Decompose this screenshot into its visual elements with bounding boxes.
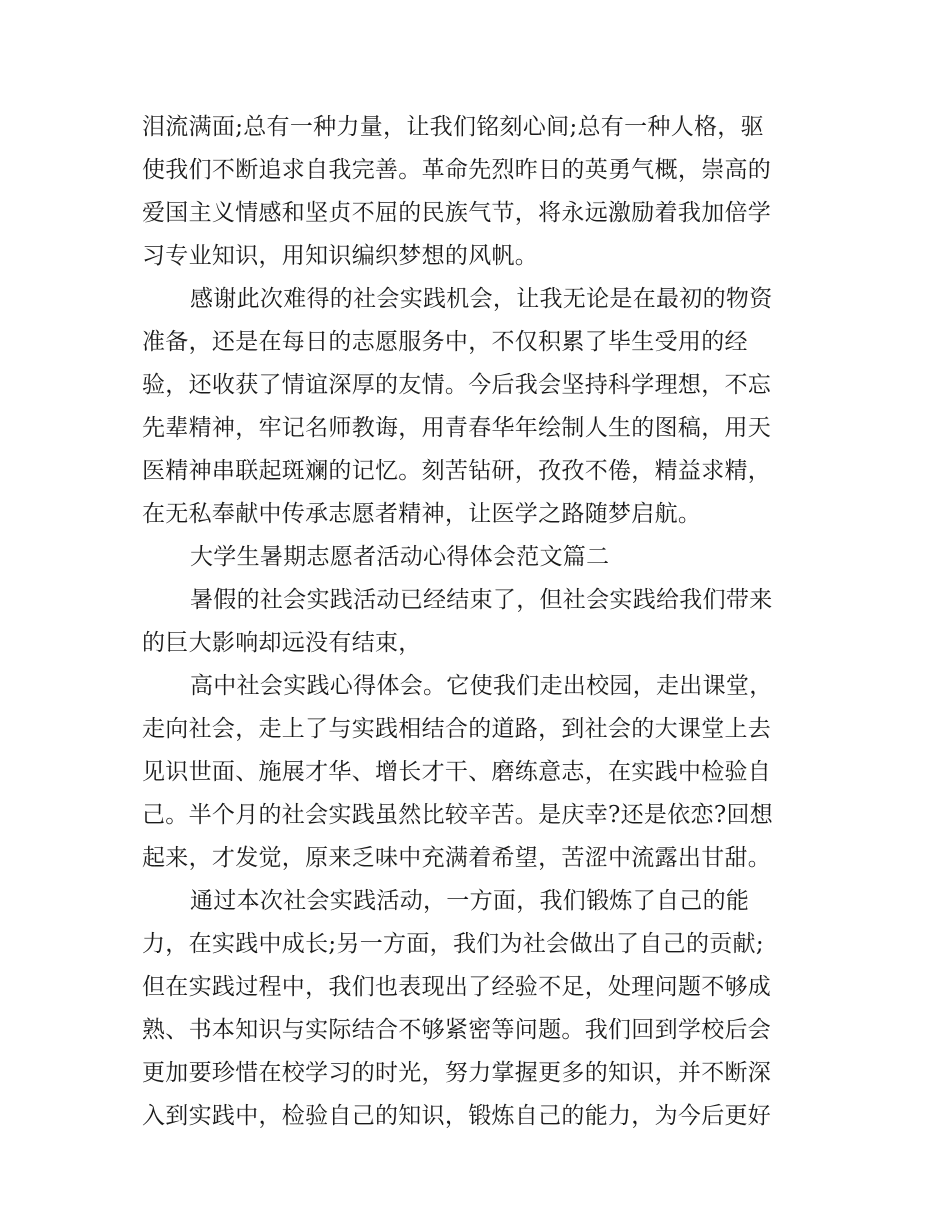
paragraph-start-line: 通过本次社会实践活动，一方面，我们锻炼了自己的能 — [190, 888, 750, 914]
paragraph-start-line: 暑假的社会实践活动已经结束了，但社会实践给我们带来 — [190, 587, 773, 613]
section-heading: 大学生暑期志愿者活动心得体会范文篇二 — [190, 544, 610, 570]
text-line: 习专业知识，用知识编织梦想的风帆。 — [142, 243, 539, 269]
text-line: 走向社会，走上了与实践相结合的道路，到社会的大课堂上去 — [142, 716, 772, 742]
text-line: 爱国主义情感和坚贞不屈的民族气节，将永远激励着我加倍学 — [142, 200, 772, 226]
paragraph-start-line: 感谢此次难得的社会实践机会，让我无论是在最初的物资 — [190, 286, 773, 312]
text-line: 医精神串联起斑斓的记忆。刻苦钻研，孜孜不倦，精益求精， — [142, 458, 772, 484]
text-line: 入到实践中，检验自己的知识，锻炼自己的能力，为今后更好 — [142, 1103, 772, 1129]
text-line: 熟、书本知识与实际结合不够紧密等问题。我们回到学校后会 — [142, 1017, 772, 1043]
text-line: 更加要珍惜在校学习的时光，努力掌握更多的知识，并不断深 — [142, 1060, 772, 1086]
text-line: 见识世面、施展才华、增长才干、磨练意志，在实践中检验自 — [142, 759, 772, 785]
text-line: 己。半个月的社会实践虽然比较辛苦。是庆幸?还是依恋?回想 — [142, 802, 774, 828]
text-line: 的巨大影响却远没有结束， — [142, 630, 422, 656]
text-line: 但在实践过程中，我们也表现出了经验不足，处理问题不够成 — [142, 974, 772, 1000]
paragraph-start-line: 高中社会实践心得体会。它使我们走出校园，走出课堂， — [190, 673, 773, 699]
text-line: 在无私奉献中传承志愿者精神，让医学之路随梦启航。 — [142, 501, 702, 527]
text-line: 验，还收获了情谊深厚的友情。今后我会坚持科学理想，不忘 — [142, 372, 772, 398]
text-line: 力，在实践中成长;另一方面，我们为社会做出了自己的贡献; — [142, 931, 764, 957]
text-line: 先辈精神，牢记名师教诲，用青春华年绘制人生的图稿，用天 — [142, 415, 772, 441]
text-line: 起来，才发觉，原来乏味中充满着希望，苦涩中流露出甘甜。 — [142, 845, 772, 871]
text-line: 准备，还是在每日的志愿服务中，不仅积累了毕生受用的经 — [142, 329, 748, 355]
text-line: 泪流满面;总有一种力量，让我们铭刻心间;总有一种人格，驱 — [142, 114, 764, 140]
text-line: 使我们不断追求自我完善。革命先烈昨日的英勇气概，崇高的 — [142, 157, 772, 183]
